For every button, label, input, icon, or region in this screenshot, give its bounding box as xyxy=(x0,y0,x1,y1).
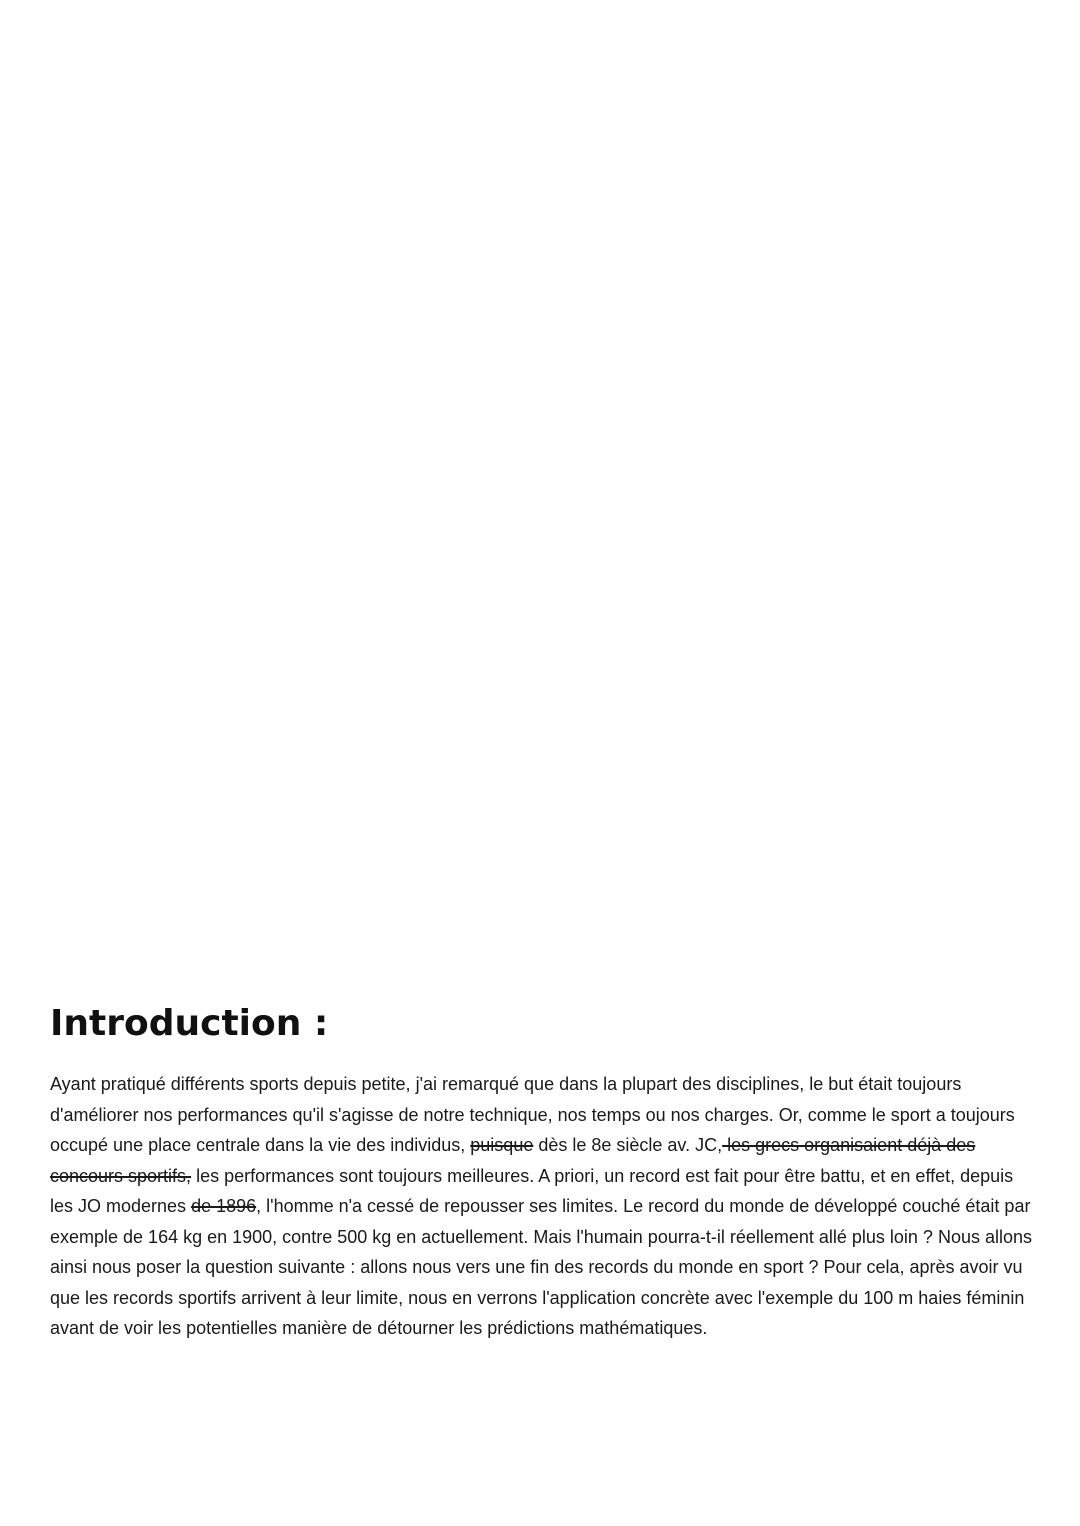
introduction-heading: Introduction : xyxy=(50,1003,329,1044)
paragraph-text: dès le 8e siècle av. JC, xyxy=(533,1135,723,1155)
paragraph-text: les performances sont toujours meilleures. A priori, un record est fait pour être battu, et en effet, depuis les JO modernes xyxy=(50,1165,1014,1216)
paragraph-text: , l'homme n'a cessé de repousser ses limites. Le record du monde de développé couché était par exemple de 164 kg en 1900, contre 500 kg en actuellement. Mais l'humain pourra-t-il réellement allé plus loin ? Nous allons ainsi nous poser la question suivante : allons nous vers une fin des records du monde en sport ? Pour cela, après avoir vu que les records sportifs arrivent à leur limite, nous en verrons l'application concrète avec l'exemple du 100 m haies féminin avant de voir les potentielles manière de détourner les prédictions mathématiques. xyxy=(50,1196,1032,1338)
introduction-paragraph xyxy=(50,1069,1040,1344)
struck-text: puisque xyxy=(470,1135,534,1155)
struck-text: de 1896 xyxy=(191,1196,257,1216)
paragraph-text: Ayant pratiqué différents sports depuis petite, j'ai remarqué que dans la plupart des disciplines, le but était toujours d'améliorer nos performances qu'il s'agisse de notre technique, nos temps ou nos charges. Or, comme le sport a toujours occupé une place centrale dans la vie des individus, xyxy=(50,1074,1015,1155)
struck-text: les grecs organisaient déjà des concours sportifs, xyxy=(50,1135,976,1186)
